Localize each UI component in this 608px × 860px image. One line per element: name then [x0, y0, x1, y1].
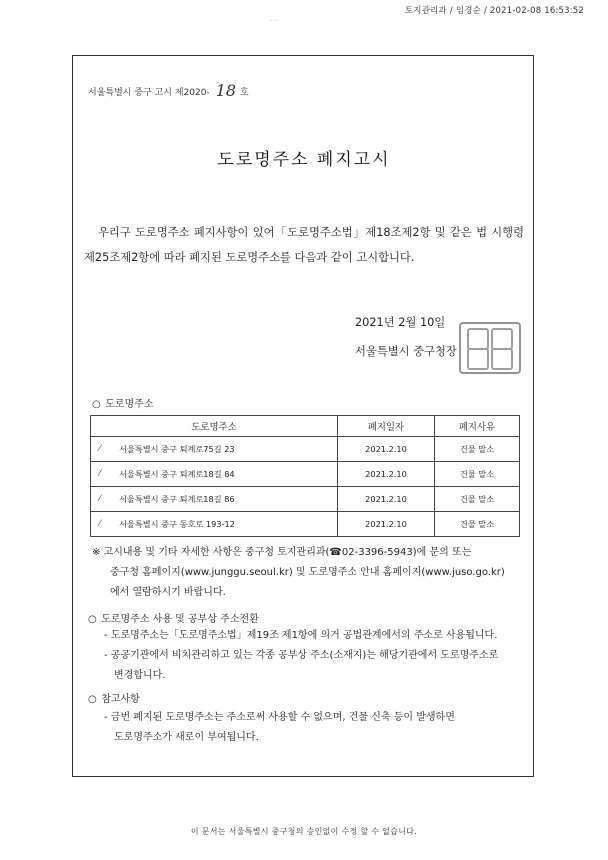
usage-item-2-cont: 변경합니다. [114, 670, 166, 681]
header-meta: 토지관리과 / 임경순 / 2021-02-08 16:53:52 [404, 6, 584, 16]
check-mark-icon: ⁄ [99, 469, 101, 479]
cell-reason: 건물 말소 [435, 462, 520, 487]
section-usage-heading [88, 610, 259, 625]
cell-date: 2021.2.10 [338, 487, 435, 512]
cell-date: 2021.2.10 [338, 512, 435, 537]
section-address-heading [92, 395, 154, 410]
section-bullet: ○ [92, 399, 101, 410]
cell-address: ⁄ 서울특별시 중구 동호로 193-12 [91, 512, 338, 537]
cell-address: ⁄ 서울특별시 중구 퇴계로18길 86 [91, 487, 338, 512]
usage-item-2: - 공공기관에서 비치관리하고 있는 각종 공부상 주소(소재지)는 해당기관에서 도로명주소로 [104, 650, 499, 661]
usage-item-1: - 도로명주소는「도로명주소법」제19조 제1항에 의거 공법관계에서의 주소로 사용됩니다. [104, 630, 498, 641]
table-row [91, 487, 520, 512]
official-seal [459, 322, 521, 374]
cell-reason: 건물 말소 [435, 437, 520, 462]
section-bullet: ○ [88, 694, 97, 705]
table-row [91, 462, 520, 487]
scan-dots: · · [270, 17, 277, 25]
footer-notice: 이 문서는 서울특별시 중구청의 승인없이 수정 할 수 없습니다. [190, 827, 418, 836]
section-address-title: 도로명주소 [105, 399, 154, 410]
notice-signer: 서울특별시 중구청장 [355, 345, 457, 358]
table-header-row [91, 416, 520, 437]
check-mark-icon: ⁄ [99, 494, 101, 504]
check-mark-icon: ⁄ [99, 444, 101, 454]
notice-number [88, 80, 249, 99]
col-header-address: 도로명주소 [91, 416, 338, 437]
table-row [91, 512, 520, 537]
note-line-1: ※ 고시내용 및 기타 자세한 사항은 중구청 토지관리과(☎02-3396-5943)에 문의 또는 [92, 547, 472, 558]
cell-address: ⁄ 서울특별시 중구 퇴계로75길 23 [91, 437, 338, 462]
note-block [92, 543, 532, 603]
notice-number-suffix: 호 [240, 88, 249, 98]
col-header-reason: 폐지사유 [435, 416, 520, 437]
notice-body-text: 우리구 도로명주소 폐지사항이 있어「도로명주소법」제18조제2항 및 같은 법 시행령 제25조제2항에 따라 폐지된 도로명주소를 다음과 같이 고시합니다. [84, 226, 524, 264]
note-mark: ※ [92, 547, 101, 558]
cell-reason: 건물 말소 [435, 512, 520, 537]
page-title: 도로명주소 폐지고시 [217, 150, 391, 170]
address-table [90, 415, 520, 537]
col-header-date: 폐지일자 [338, 416, 435, 437]
section-usage-title: 도로명주소 사용 및 공부상 주소전환 [101, 614, 259, 625]
reference-item-1: - 금번 폐지된 도로명주소는 주소로써 사용할 수 없으며, 건물 신축 등이 발생하면 [104, 712, 455, 723]
table-row [91, 437, 520, 462]
notice-body [84, 220, 524, 270]
reference-item-1-cont: 도로명주소가 새로이 부여됩니다. [114, 732, 259, 743]
cell-address: ⁄ 서울특별시 중구 퇴계로18길 84 [91, 462, 338, 487]
note-line-3: 에서 열람하시기 바랍니다. [110, 587, 226, 598]
section-reference-heading [88, 690, 140, 705]
cell-date: 2021.2.10 [338, 462, 435, 487]
cell-reason: 건물 말소 [435, 487, 520, 512]
reference-block [104, 708, 534, 748]
note-line-2: 중구청 홈페이지(www.junggu.seoul.kr) 및 도로명주소 안내 홈페이지(www.juso.go.kr) [110, 567, 505, 578]
notice-number-prefix: 서울특별시 중구 고시 제2020- [88, 88, 210, 98]
check-mark-icon: ⁄ [99, 519, 101, 529]
notice-number-handwritten: 18 [215, 81, 237, 100]
notice-date: 2021년 2월 10일 [355, 316, 446, 329]
usage-block [104, 626, 534, 686]
section-reference-title: 참고사항 [101, 694, 140, 705]
section-bullet: ○ [88, 614, 97, 625]
cell-date: 2021.2.10 [338, 437, 435, 462]
